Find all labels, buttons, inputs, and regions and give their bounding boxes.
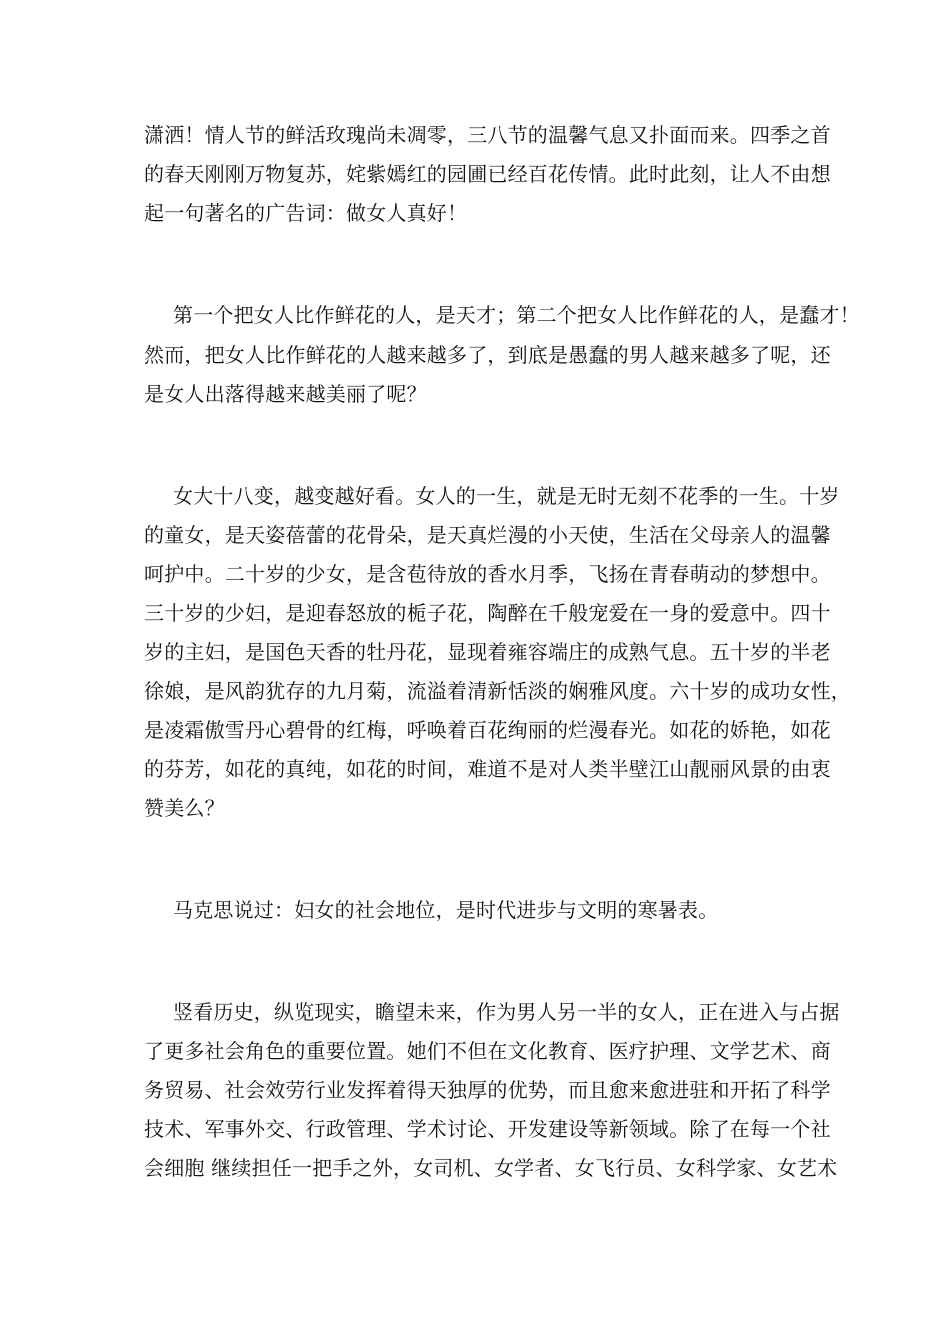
paragraph-1-line-3: 起一句著名的广告词：做女人真好！ (144, 201, 468, 225)
paragraph-3-line-1: 女大十八变，越变越好看。女人的一生，就是无时无刻不花季的一生。十岁 (173, 484, 840, 508)
paragraph-3-line-3: 呵护中。二十岁的少女，是含苞待放的香水月季，飞扬在青春萌动的梦想中。 (144, 562, 831, 586)
paragraph-3-line-9: 赞美么？ (144, 796, 225, 820)
paragraph-2-line-2: 然而，把女人比作鲜花的人越来越多了，到底是愚蠢的男人越来越多了呢，还 (144, 343, 831, 367)
paragraph-3-line-6: 徐娘，是风韵犹存的九月菊，流溢着清新恬淡的娴雅风度。六十岁的成功女性， (144, 679, 851, 703)
paragraph-3-line-2: 的童女，是天姿蓓蕾的花骨朵，是天真烂漫的小天使，生活在父母亲人的温馨 (144, 523, 831, 547)
paragraph-3-line-5: 岁的主妇，是国色天香的牡丹花，显现着雍容端庄的成熟气息。五十岁的半老 (144, 640, 831, 664)
paragraph-5-line-1: 竖看历史，纵览现实，瞻望未来，作为男人另一半的女人，正在进入与占据 (173, 1000, 840, 1024)
paragraph-2-line-3: 是女人出落得越来越美丽了呢？ (144, 382, 427, 406)
paragraph-3-line-7: 是凌霜傲雪丹心碧骨的红梅，呼唤着百花绚丽的烂漫春光。如花的娇艳，如花 (144, 718, 831, 742)
paragraph-3-line-4: 三十岁的少妇，是迎春怒放的栀子花，陶醉在千般宠爱在一身的爱意中。四十 (144, 601, 831, 625)
paragraph-4-line-1: 马克思说过：妇女的社会地位，是时代进步与文明的寒暑表。 (173, 898, 719, 922)
paragraph-1-line-2: 的春天刚刚万物复苏，姹紫嫣红的园圃已经百花传情。此时此刻，让人不由想 (144, 162, 831, 186)
paragraph-3-line-8: 的芬芳，如花的真纯，如花的时间，难道不是对人类半壁江山靓丽风景的由衷 (144, 757, 831, 781)
paragraph-1-line-1: 潇洒！情人节的鲜活玫瑰尚未凋零，三八节的温馨气息又扑面而来。四季之首 (144, 123, 831, 147)
paragraph-5-line-2: 了更多社会角色的重要位置。她们不但在文化教育、医疗护理、文学艺术、商 (144, 1039, 831, 1063)
paragraph-5-line-4: 技术、军事外交、行政管理、学术讨论、开发建设等新领域。除了在每一个社 (144, 1117, 831, 1141)
paragraph-2-line-1: 第一个把女人比作鲜花的人，是天才；第二个把女人比作鲜花的人，是蠢才！ (173, 303, 860, 327)
paragraph-5-line-3: 务贸易、社会效劳行业发挥着得天独厚的优势，而且愈来愈进驻和开拓了科学 (144, 1078, 831, 1102)
paragraph-5-line-5: 会细胞 继续担任一把手之外，女司机、女学者、女飞行员、女科学家、女艺术 (144, 1156, 838, 1180)
